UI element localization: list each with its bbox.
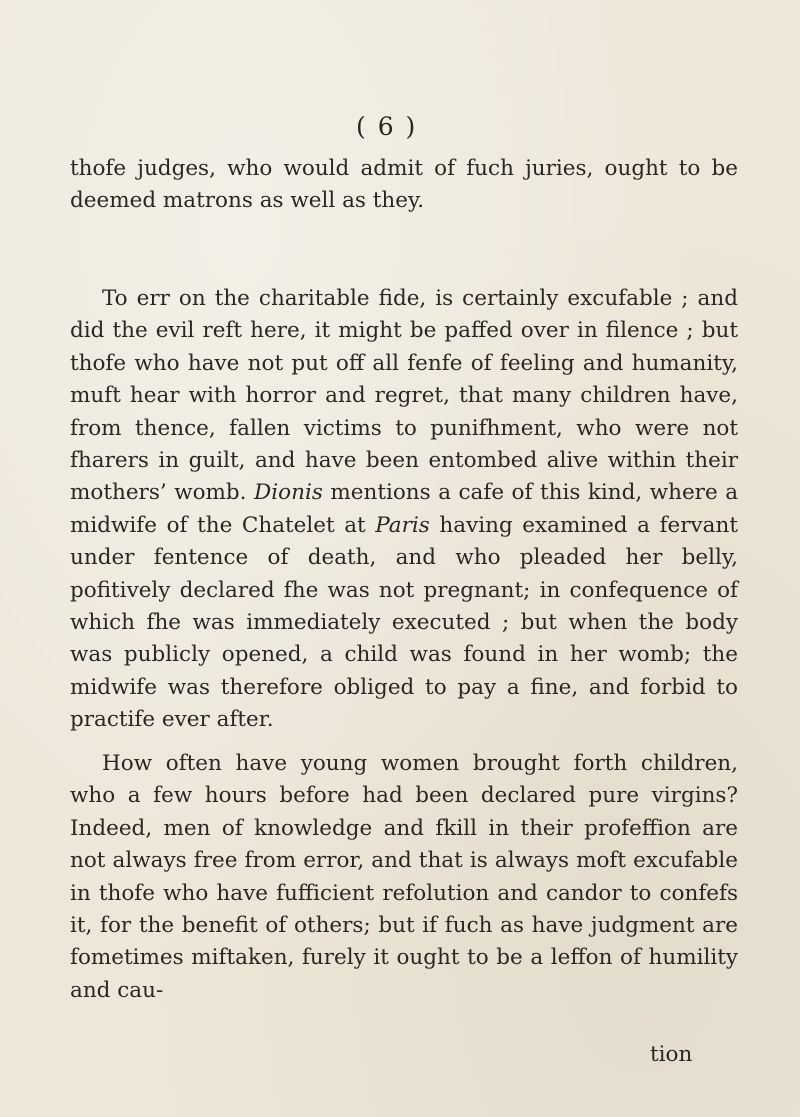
paragraph-text: having examined a fervant under fentence of death, and who pleaded her belly, pofitively declared fhe was not pregnant; in confequence of which fhe was immediately executed ; but when the body was publicly opened, a child was found in her womb; the midwife was therefore obliged to pay a fine, and forbid to practife ever after. bbox=[70, 512, 738, 733]
italic-name-paris: Paris bbox=[375, 512, 430, 538]
paragraph-young-women: How often have young women brought forth children, who a few hours before had been declared pure virgins? Indeed, men of knowledge and fkill in their profeffion are not always free from error, and that is always moft excufable in thofe who have fufficient refolution and candor to confefs it, for the benefit of others; but if fuch as have judgment are fometimes miftaken, furely it ought to be a leffon of humility and cau- bbox=[70, 751, 738, 1003]
catchword: tion bbox=[650, 1042, 693, 1067]
paragraph-charitable-side bbox=[70, 283, 738, 737]
paragraph-continuation: thofe judges, who would admit of fuch juries, ought to be deemed matrons as well as they. bbox=[70, 156, 738, 214]
page-header bbox=[0, 112, 800, 146]
paragraph-text: To err on the charitable fide, is certainly excufable ; and did the evil reft here, it might be paffed over in filence ; but thofe who have not put off all fenfe of feeling and humanity, muft hear with horror and regret, that many children have, from thence, fallen victims to punifhment, who were not fharers in guilt, and have been entombed alive within their mothers’ womb. bbox=[70, 286, 738, 506]
italic-name-dionis: Dionis bbox=[254, 480, 323, 506]
paragraph-text: mentions a cafe of this kind, where a midwife of the Chatelet at bbox=[70, 480, 739, 538]
page-number: ( 6 ) bbox=[356, 112, 418, 141]
